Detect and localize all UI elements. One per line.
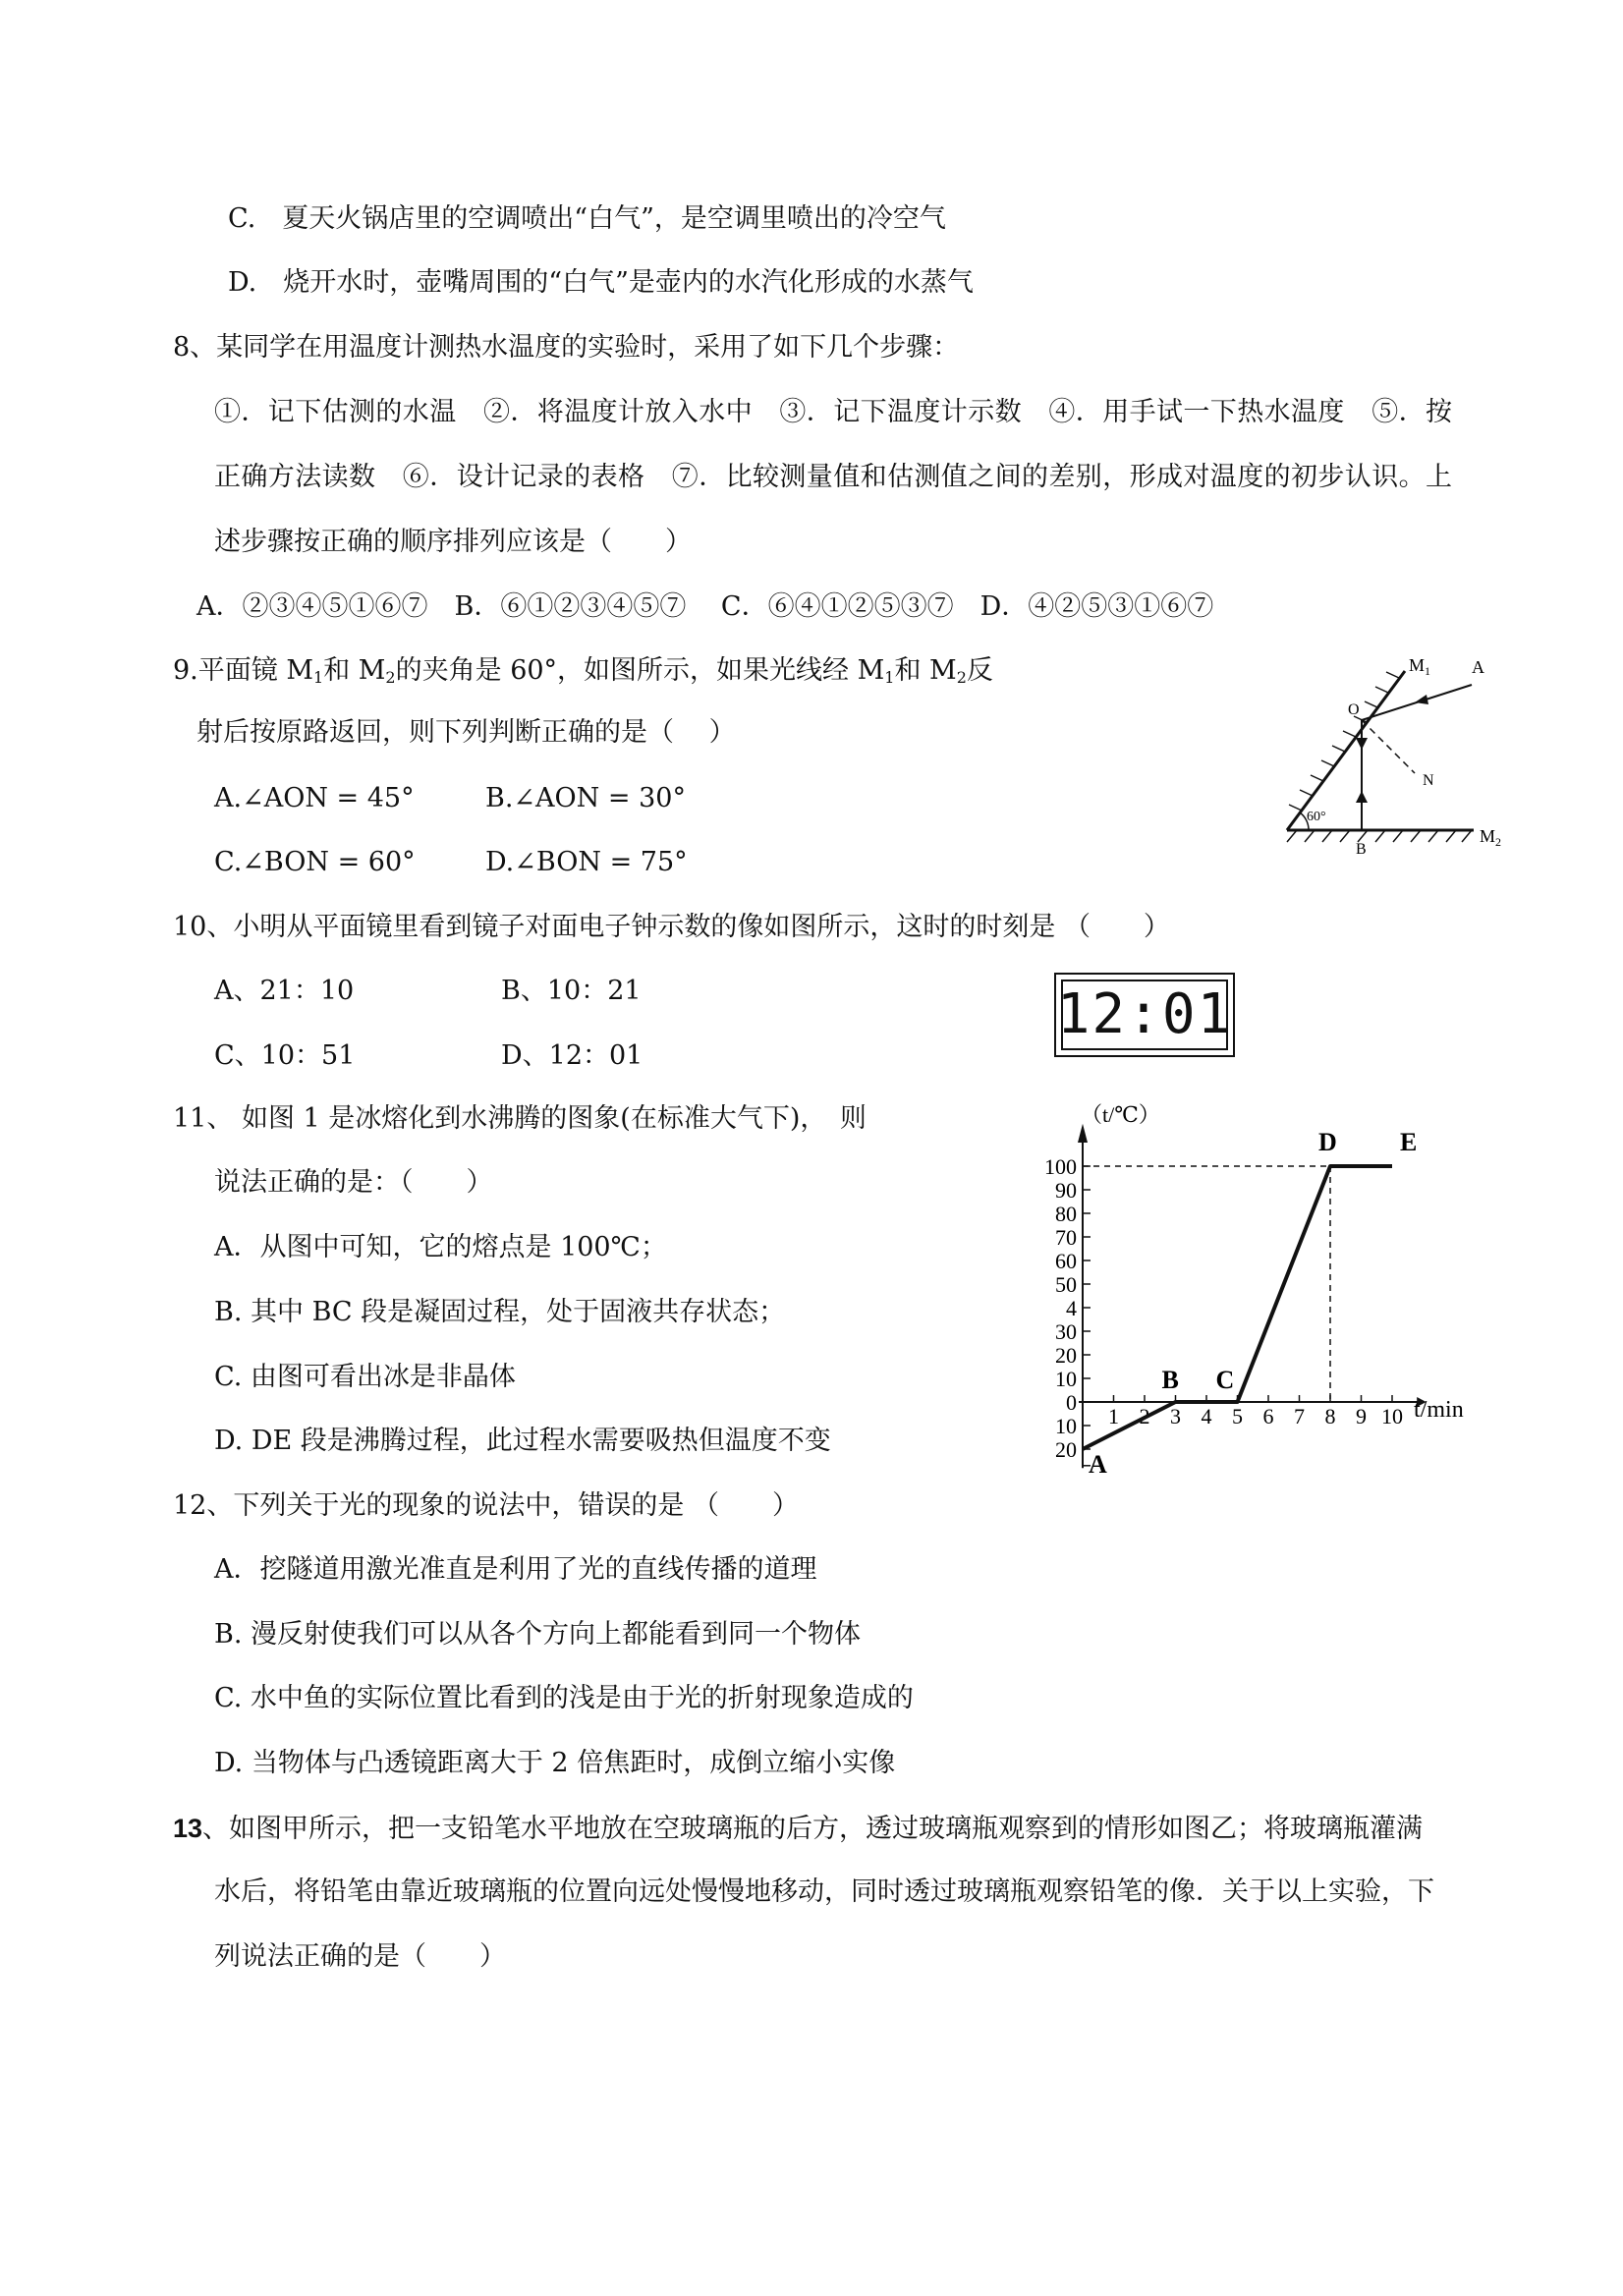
x-tick-label: 4 (1201, 1404, 1212, 1428)
y-tick-label: 30 (1055, 1319, 1077, 1344)
q9-stem (173, 653, 993, 696)
y-axis-label: （t/℃） (1081, 1101, 1160, 1127)
q7-option-d: D. 烧开水时，壶嘴周围的“白气”是壶内的水汽化形成的水蒸气 (228, 267, 974, 298)
x-tick-label: 2 (1139, 1404, 1150, 1428)
q9-fig-a-label: A (1472, 657, 1484, 677)
q10-option-b: B、10：21 (501, 976, 642, 1006)
x-tick-label: 1 (1108, 1404, 1119, 1428)
q13-number: 13 (173, 1814, 203, 1843)
q11-option-c: C. 由图可看出冰是非晶体 (214, 1362, 516, 1392)
q9-option-d: D.∠BON = 75° (485, 847, 688, 877)
q9-sub: 2 (956, 668, 967, 687)
q8-steps-line3: 述步骤按正确的顺序排列应该是（ ） (214, 527, 692, 557)
q9-sub: 1 (313, 668, 324, 687)
y-tick-label: 10 (1055, 1414, 1077, 1438)
y-tick-label: 60 (1055, 1249, 1077, 1273)
x-tick-label: 7 (1294, 1404, 1305, 1428)
y-tick-label: 4 (1066, 1296, 1077, 1320)
q9-sub: 1 (884, 668, 895, 687)
q9-fig-m2-label (1480, 826, 1501, 849)
q10-clock-display: 12:01 (1056, 982, 1233, 1046)
q13-stem-line2: 水后，将铅笔由靠近玻璃瓶的位置向远处慢慢地移动，同时透过玻璃瓶观察铅笔的像．关于以上实验，下 (214, 1876, 1434, 1907)
chart-axes (1078, 1124, 1427, 1468)
q10-option-c: C、10：51 (214, 1040, 356, 1071)
y-tick-label: 20 (1055, 1437, 1077, 1462)
x-axis-label: t/min (1414, 1397, 1464, 1423)
q11-option-b: B. 其中 BC 段是凝固过程，处于固液共存状态； (214, 1297, 786, 1327)
q10-option-a: A、21：10 (214, 976, 355, 1006)
q11-option-d: D. DE 段是沸腾过程，此过程水需要吸热但温度不变 (214, 1426, 831, 1456)
point-label: B (1161, 1366, 1179, 1394)
q9-option-b: B.∠AON = 30° (485, 783, 686, 813)
y-tick-label: 0 (1066, 1390, 1077, 1415)
q12-option-d: D. 当物体与凸透镜距离大于 2 倍焦距时，成倒立缩小实像 (214, 1748, 896, 1778)
q10-option-d: D、12：01 (501, 1040, 644, 1071)
q13-text: 、如图甲所示，把一支铅笔水平地放在空玻璃瓶的后方，透过玻璃瓶观察到的情形如图乙；将玻璃瓶灌满 (202, 1814, 1424, 1844)
q10-clock-frame (1054, 973, 1235, 1057)
q9-fig-b-label: B (1356, 841, 1367, 858)
q8-stem: 8、某同学在用温度计测热水温度的实验时，采用了如下几个步骤： (173, 332, 960, 363)
chart-ticks (1044, 1154, 1403, 1466)
q9-fig-angle-label: 60° (1307, 810, 1326, 824)
q10-stem: 10、小明从平面镜里看到镜子对面电子钟示数的像如图所示，这时的时刻是 （ ） (173, 912, 1170, 942)
q11-stem-line2: 说法正确的是：（ ） (214, 1167, 493, 1198)
q12-stem: 12、下列关于光的现象的说法中，错误的是 （ ） (173, 1490, 799, 1521)
q9-option-c: C.∠BON = 60° (214, 847, 416, 877)
q9-fig-m1-sub: 1 (1425, 664, 1431, 678)
q9-stem-part: 和 M (323, 655, 386, 686)
y-tick-label: 90 (1055, 1178, 1077, 1203)
q9-stem-part: 和 M (894, 655, 957, 686)
q12-option-c: C. 水中鱼的实际位置比看到的浅是由于光的折射现象造成的 (214, 1683, 914, 1713)
q8-steps-line1: ①．记下估测的水温 ②．将温度计放入水中 ③．记下温度计示数 ④．用手试一下热水温度 ⑤．按 (214, 397, 1453, 427)
y-tick-label: 10 (1055, 1367, 1077, 1391)
q7-option-c: C. 夏天火锅店里的空调喷出“白气”，是空调里喷出的冷空气 (228, 203, 946, 234)
q12-option-a: A．挖隧道用激光准直是利用了光的直线传播的道理 (214, 1554, 817, 1585)
q10-clock-inner (1056, 980, 1233, 1050)
x-tick-label: 3 (1170, 1404, 1181, 1428)
q9-fig-n-label: N (1423, 772, 1434, 789)
q9-fig-m2-sub: 2 (1495, 835, 1502, 849)
q9-fig-m2: M (1480, 826, 1496, 846)
q9-stem-part: 反 (966, 655, 993, 686)
q13-stem-line1 (173, 1811, 1423, 1847)
q9-stem-part: 9.平面镜 M (173, 655, 313, 686)
point-label: C (1215, 1366, 1235, 1394)
q11-option-a: A．从图中可知，它的熔点是 100℃； (214, 1232, 667, 1262)
y-tick-label: 80 (1055, 1202, 1077, 1226)
q9-option-a: A.∠AON = 45° (214, 783, 415, 813)
x-tick-label: 10 (1381, 1404, 1403, 1428)
x-tick-label: 5 (1232, 1404, 1243, 1428)
q9-mirror-figure (1267, 644, 1523, 869)
y-tick-label: 100 (1044, 1154, 1077, 1179)
y-tick-label: 70 (1055, 1225, 1077, 1250)
x-tick-label: 8 (1324, 1404, 1336, 1428)
q12-option-b: B. 漫反射使我们可以从各个方向上都能看到同一个物体 (214, 1619, 862, 1650)
q9-stem-part: 的夹角是 60°，如图所示，如果光线经 M (395, 655, 885, 686)
q9-sub: 2 (385, 668, 396, 687)
q8-steps-line2: 正确方法读数 ⑥．设计记录的表格 ⑦．比较测量值和估测值之间的差别，形成对温度的初步认识。上 (214, 462, 1453, 492)
q8-options: A．②③④⑤①⑥⑦ B．⑥①②③④⑤⑦ C．⑥④①②⑤③⑦ D．④②⑤③①⑥⑦ (196, 591, 1214, 622)
point-label: A (1089, 1450, 1107, 1479)
x-tick-label: 6 (1262, 1404, 1274, 1428)
q11-temperature-chart (1022, 1092, 1533, 1495)
y-tick-label: 20 (1055, 1343, 1077, 1368)
x-tick-label: 9 (1356, 1404, 1367, 1428)
q13-stem-line3: 列说法正确的是（ ） (214, 1941, 506, 1972)
point-label: D (1318, 1128, 1337, 1156)
y-tick-label: 50 (1055, 1272, 1077, 1297)
point-label: E (1400, 1128, 1418, 1156)
q9-fig-m1: M (1409, 655, 1426, 675)
q9-fig-o-label: O (1348, 701, 1360, 718)
q9-stem-line2: 射后按原路返回，则下列判断正确的是（ ） (196, 717, 736, 748)
q11-stem-line1: 11、 如图 1 是冰熔化到水沸腾的图象(在标准大气下)， 则 (173, 1103, 867, 1134)
q9-fig-m1-label (1409, 655, 1430, 678)
